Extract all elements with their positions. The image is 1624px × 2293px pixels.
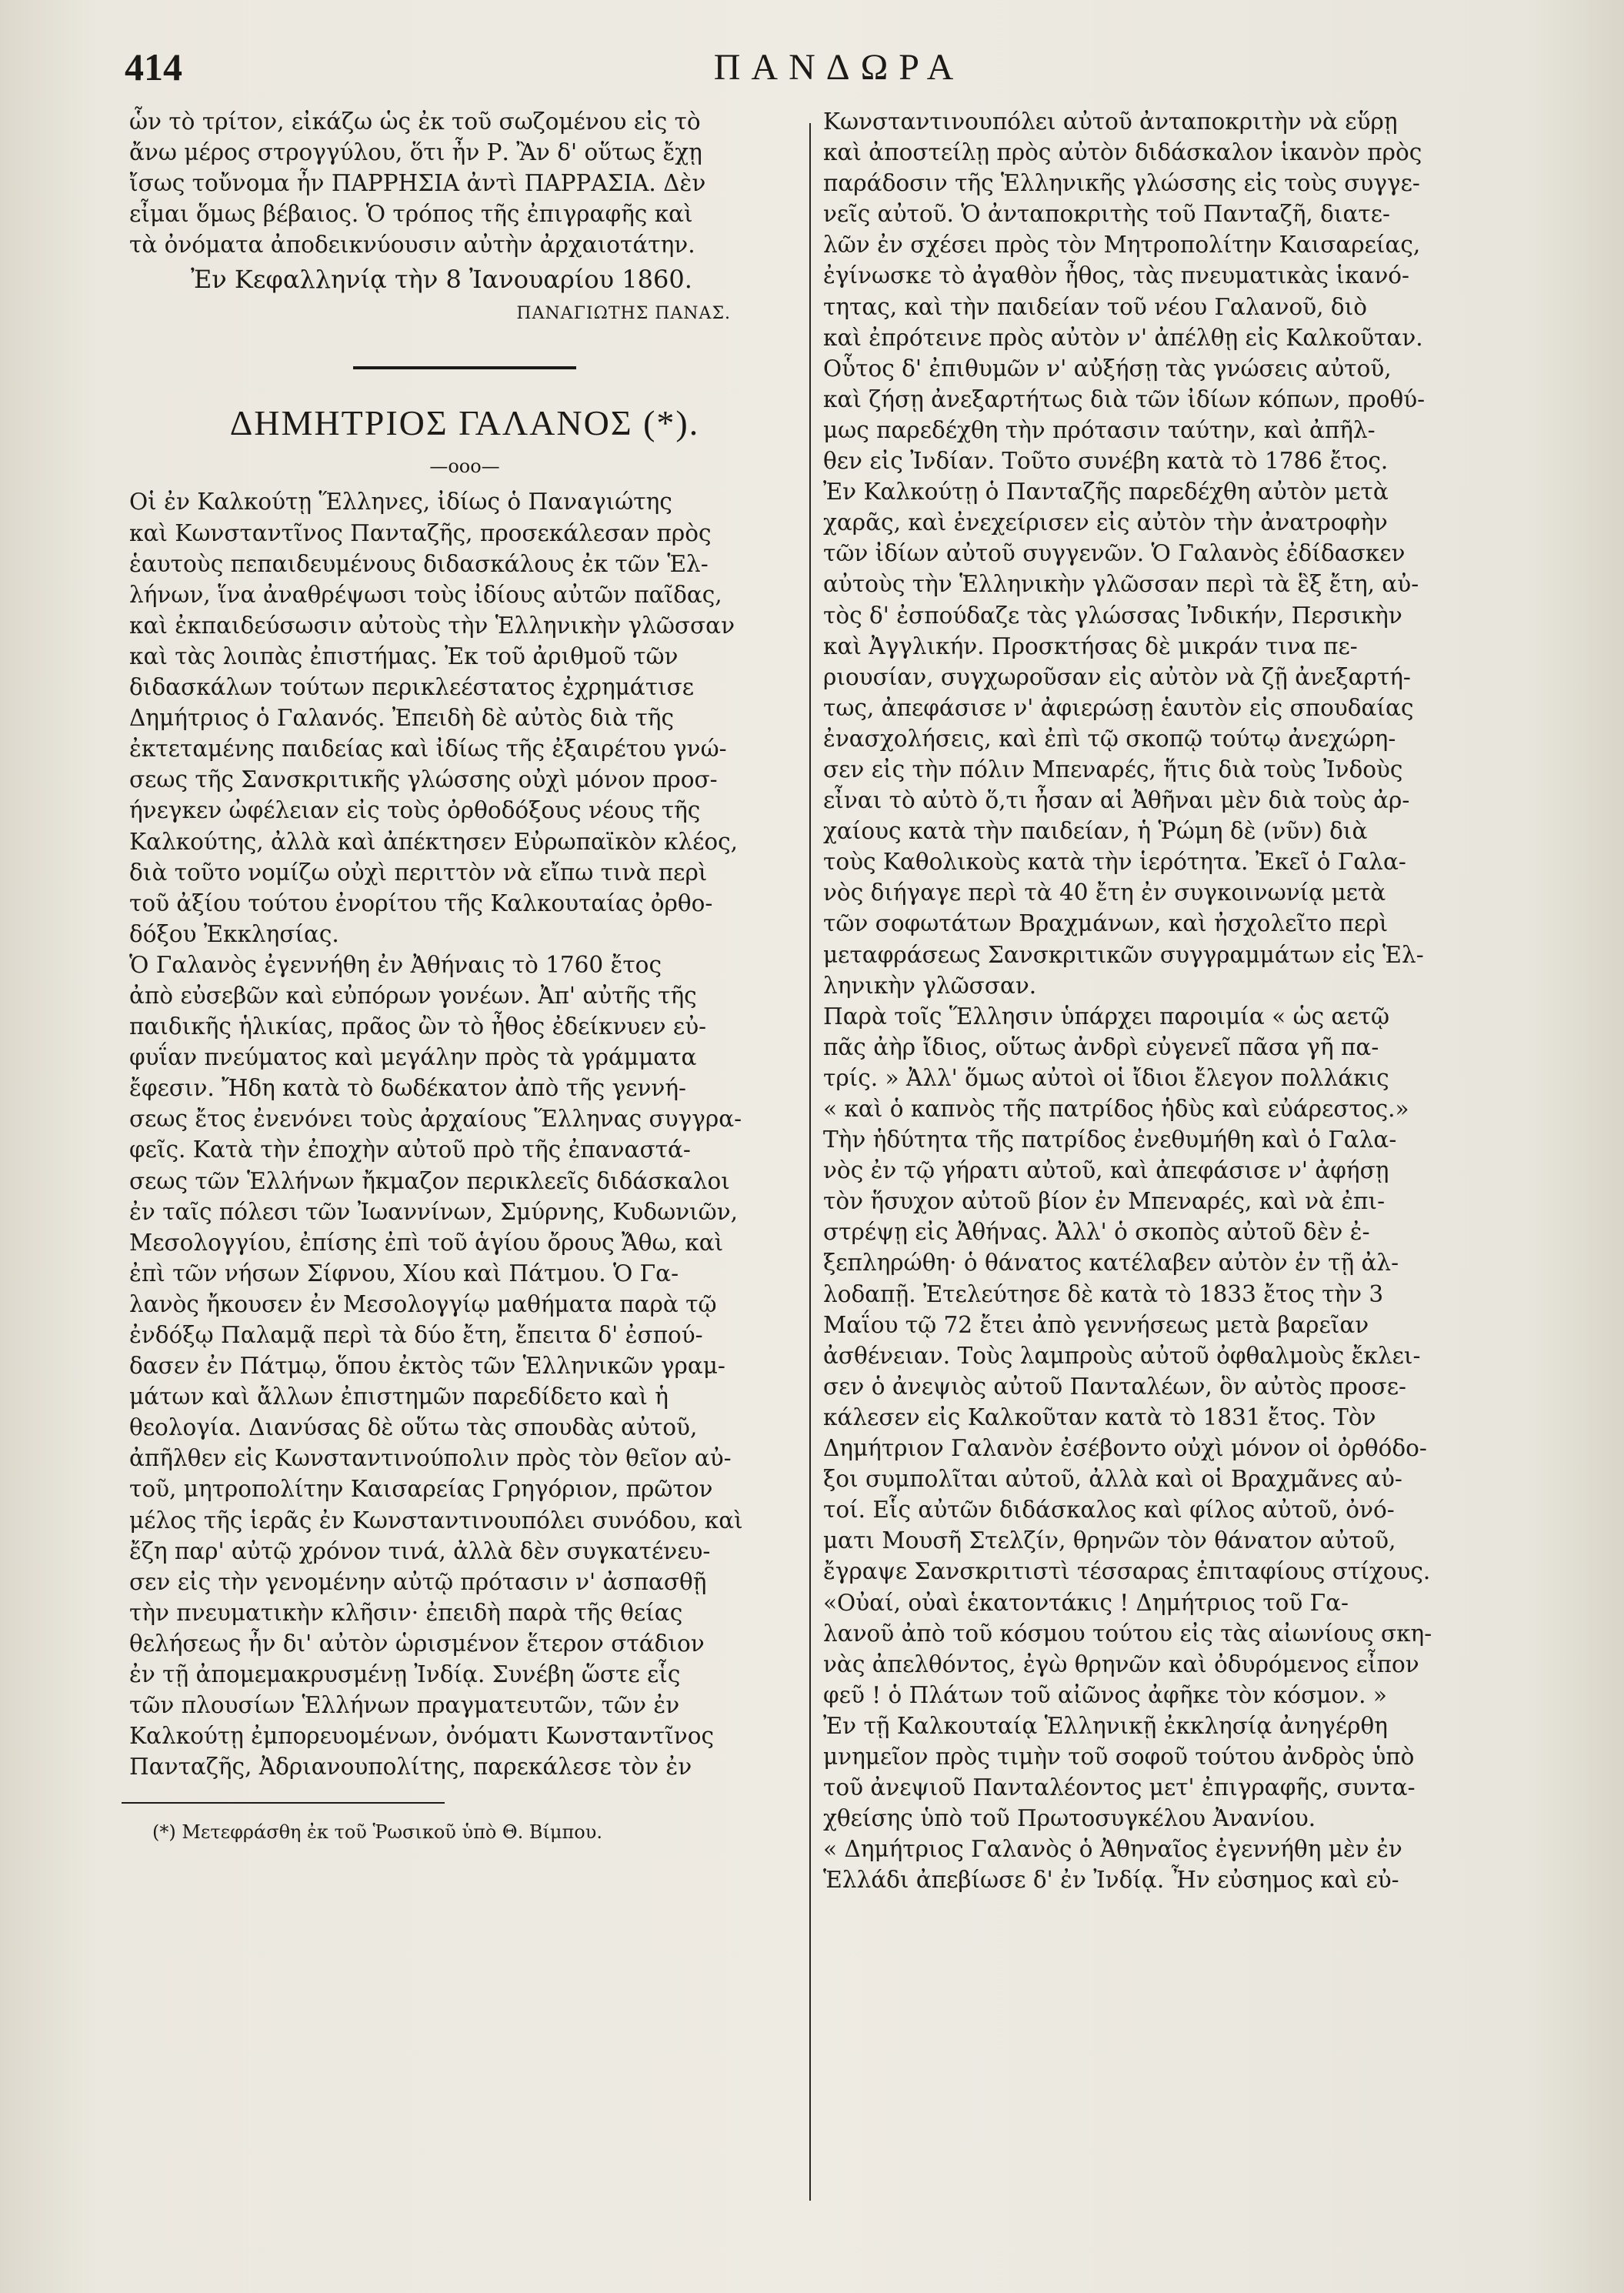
text-line: καὶ ἐκπαιδεύσωσιν αὐτοὺς τὴν Ἑλληνικὴν γλῶσσαν <box>129 612 735 639</box>
text-line: ἑαυτοὺς πεπαιδευμένους διδασκάλους ἐκ τῶν Ἑλ- <box>129 550 709 577</box>
article-title: ΔΗΜΗΤΡΙΟΣ ΓΑΛΑΝΟΣ (*). <box>229 403 700 443</box>
place-date: Ἐν Κεφαλληνίᾳ τὴν 8 Ἰανουαρίου 1860. <box>191 265 692 295</box>
text-line: ξεπληρώθη· ὁ θάνατος κατέλαβεν αὐτὸν ἐν τῇ ἀλ- <box>823 1250 1399 1277</box>
text-line: παράδοσιν τῆς Ἑλληνικῆς γλώσσης εἰς τοὺς συγγε- <box>823 170 1420 197</box>
text-line: «Οὐαί, οὐαὶ ἑκατοντάκις ! Δημήτριος τοῦ Γα- <box>823 1589 1349 1616</box>
text-line: νὸς διήγαγε περὶ τὰ 40 ἔτη ἐν συγκοινωνίᾳ μετὰ <box>823 879 1386 906</box>
text-line: τοῦ ἀξίου τούτου ἐνορίτου τῆς Καλκουταίας ὀρθο- <box>129 889 713 916</box>
text-line: παιδικῆς ἡλικίας, πρᾶος ὢν τὸ ἦθος ἐδείκνυεν εὐ- <box>129 1013 707 1040</box>
text-line: ματι Μουσῆ Στελζίν, θρηνῶν τὸν θάνατον αὐτοῦ, <box>823 1527 1396 1554</box>
text-line: Μαΐου τῷ 72 ἔτει ἀπὸ γεννήσεως μετὰ βαρεῖαν <box>823 1311 1369 1338</box>
text-line: λανοῦ ἀπὸ τοῦ κόσμου τούτου εἰς τὰς αἰωνίους σκη- <box>823 1620 1432 1647</box>
article-body <box>129 486 800 1782</box>
text-line: ἔγραψε Σανσκριτιστὶ τέσσαρας ἐπιταφίους στίχους. <box>823 1558 1431 1585</box>
text-line: θεν εἰς Ἰνδίαν. Τοῦτο συνέβη κατὰ τὸ 1786 ἔτος. <box>823 448 1389 475</box>
text-line: σεν ὁ ἀνεψιὸς αὐτοῦ Πανταλέων, ὃν αὐτὸς προσε- <box>823 1373 1406 1400</box>
text-line: Τὴν ἡδύτητα τῆς πατρίδος ἐνεθυμήθη καὶ ὁ Γαλα- <box>823 1126 1397 1153</box>
text-line: ὧν τὸ τρίτον, εἰκάζω ὡς ἐκ τοῦ σωζομένου εἰς τὸ <box>129 108 701 135</box>
column-divider <box>809 123 811 2201</box>
text-line: εἶναι τὸ αὐτὸ ὅ,τι ἦσαν αἱ Ἀθῆναι μὲν διὰ τοὺς ἀρ- <box>823 787 1410 814</box>
text-line: καὶ ἀποστείλῃ πρὸς αὐτὸν διδάσκαλον ἱκανὸν πρὸς <box>823 139 1422 166</box>
text-line: τως, ἀπεφάσισε ν' ἀφιερώσῃ ἑαυτὸν εἰς σπουδαίας <box>823 694 1414 721</box>
text-line: τῶν σοφωτάτων Βραχμάνων, καὶ ἠσχολεῖτο περὶ <box>823 910 1389 937</box>
text-line: φεῦ ! ὁ Πλάτων τοῦ αἰῶνος ἀφῆκε τὸν κόσμον. » <box>823 1681 1387 1708</box>
text-line: νὸς ἐν τῷ γήρατι αὐτοῦ, καὶ ἀπεφάσισε ν' ἀφήσῃ <box>823 1157 1389 1184</box>
text-line: τῶν πλουσίων Ἑλλήνων πραγματευτῶν, τῶν ἐν <box>129 1692 680 1719</box>
text-line: καὶ Ἀγγλικήν. Προσκτήσας δὲ μικράν τινα πε- <box>823 632 1358 659</box>
left-column <box>129 106 800 1845</box>
text-line: τὸν ἥσυχον αὐτοῦ βίον ἐν Μπεναρές, καὶ νὰ ἐπι- <box>823 1188 1386 1215</box>
text-line: Οὗτος δ' ἐπιθυμῶν ν' αὐξήσῃ τὰς γνώσεις αὐτοῦ, <box>823 355 1392 382</box>
text-line: θελήσεως ἦν δι' αὐτὸν ὡρισμένον ἕτερον στάδιον <box>129 1630 705 1657</box>
text-line: ἐκτεταμένης παιδείας καὶ ἰδίως τῆς ἐξαιρέτου γνώ- <box>129 736 727 763</box>
section-rule <box>353 366 576 369</box>
text-line: ἐγίνωσκε τὸ ἀγαθὸν ἦθος, τὰς πνευματικὰς ἱκανό- <box>823 262 1409 289</box>
text-line: Μεσολογγίου, ἐπίσης ἐπὶ τοῦ ἁγίου ὄρους Ἄθω, καὶ <box>129 1229 724 1256</box>
text-line: τοῦ, μητροπολίτην Καισαρείας Γρηγόριον, πρῶτον <box>129 1476 713 1503</box>
text-line: χθείσης ὑπὸ τοῦ Πρωτοσυγκέλου Ἀνανίου. <box>823 1805 1316 1832</box>
text-line: καὶ ἐπρότεινε πρὸς αὐτὸν ν' ἀπέλθῃ εἰς Καλκοῦταν. <box>823 324 1423 351</box>
text-line: ἐνασχολήσεις, καὶ ἐπὶ τῷ σκοπῷ τούτῳ ἀνεχώρη- <box>823 725 1396 752</box>
text-line: Δημήτριον Γαλανὸν ἐσέβοντο οὐχὶ μόνον οἱ ὀρθόδο- <box>823 1435 1427 1462</box>
text-line: ξοι συμπολῖται αὐτοῦ, ἀλλὰ καὶ οἱ Βραχμᾶνες αὐ- <box>823 1466 1402 1493</box>
text-line: φυΐαν πνεύματος καὶ μεγάλην πρὸς τὰ γράμματα <box>129 1044 697 1071</box>
title-ornament: —ooo— <box>429 456 500 478</box>
text-line: χαρᾶς, καὶ ἐνεχείρισεν εἰς αὐτὸν τὴν ἀνατροφὴν <box>823 509 1388 536</box>
text-line: Παρὰ τοῖς Ἕλλησιν ὑπάρχει παροιμία « ὡς αετῷ <box>823 1003 1390 1030</box>
text-line: εἶμαι ὅμως βέβαιος. Ὁ τρόπος τῆς ἐπιγραφῆς καὶ <box>129 201 693 228</box>
text-line: Κωνσταντινουπόλει αὐτοῦ ἀνταποκριτὴν νὰ εὕρῃ <box>823 108 1398 135</box>
text-line: τοὺς Καθολικοὺς κατὰ τὴν ἱερότητα. Ἐκεῖ ὁ Γαλα- <box>823 849 1406 876</box>
text-line: ἴσως τοὔνομα ἦν ΠΑΡΡΗΣΙΑ ἀντὶ ΠΑΡΡΑΣΙΑ. Δὲν <box>129 170 706 197</box>
text-line: αὐτοὺς τὴν Ἑλληνικὴν γλῶσσαν περὶ τὰ ἓξ ἔτη, αὐ- <box>823 571 1419 598</box>
page-header <box>115 45 1562 98</box>
text-line: καὶ ζήσῃ ἀνεξαρτήτως διὰ τῶν ἰδίων κόπων, προθύ- <box>823 386 1426 412</box>
text-line: μνημεῖον πρὸς τιμὴν τοῦ σοφοῦ τούτου ἀνδρὸς ὑπὸ <box>823 1743 1415 1770</box>
text-line: στρέψῃ εἰς Ἀθήνας. Ἀλλ' ὁ σκοπὸς αὐτοῦ δὲν ἐ- <box>823 1219 1370 1246</box>
footnote: (*) Μετεφράσθη ἐκ τοῦ Ῥωσικοῦ ὑπὸ Θ. Βίμπου. <box>152 1821 602 1844</box>
text-line: χαίους κατὰ τὴν παιδείαν, ἡ Ῥώμη δὲ (νῦν) διὰ <box>823 818 1368 845</box>
text-line: τὸς δ' ἐσπούδαζε τὰς γλώσσας Ἰνδικήν, Περσικὴν <box>823 602 1402 629</box>
text-line: Ὁ Γαλανὸς ἐγεννήθη ἐν Ἀθήναις τὸ 1760 ἔτος <box>129 951 662 978</box>
running-title: ΠΑΝΔΩΡΑ <box>713 47 965 88</box>
text-line: σεν εἰς τὴν γενομένην αὐτῷ πρότασιν ν' ἀσπασθῇ <box>129 1568 707 1595</box>
text-line: ἐν ταῖς πόλεσι τῶν Ἰωαννίνων, Σμύρνης, Κυδωνιῶν, <box>129 1198 739 1225</box>
text-line: νὰς ἀπελθόντος, ἐγὼ θρηνῶν καὶ ὀδυρόμενος εἶπον <box>823 1650 1419 1677</box>
text-line: σεως ἔτος ἐνενόνει τοὺς ἀρχαίους Ἕλληνας συγγρα- <box>129 1106 742 1133</box>
text-line: δασεν ἐν Πάτμῳ, ὅπου ἐκτὸς τῶν Ἑλληνικῶν γραμ- <box>129 1353 725 1380</box>
article-body-continued <box>823 106 1466 1895</box>
text-line: ήνεγκεν ὠφέλειαν εἰς τοὺς ὀρθοδόξους νέους τῆς <box>129 797 701 824</box>
text-line: ἀπὸ εὐσεβῶν καὶ εὐπόρων γονέων. Ἀπ' αὐτῆς τῆς <box>129 982 697 1009</box>
text-line: φεῖς. Κατὰ τὴν ἐποχὴν αὐτοῦ πρὸ τῆς ἐπαναστά- <box>129 1136 691 1163</box>
text-line: καὶ Κωνσταντῖνος Πανταζῆς, προσεκάλεσαν πρὸς <box>129 519 712 546</box>
text-line: Πανταζῆς, Ἀδριανουπολίτης, παρεκάλεσε τὸν ἐν <box>129 1754 692 1781</box>
text-line: « καὶ ὁ καπνὸς τῆς πατρίδος ἡδὺς καὶ εὐάρεστος.» <box>823 1096 1409 1122</box>
text-line: λοδαπῇ. Ἐτελεύτησε δὲ κατὰ τὸ 1833 ἔτος τὴν 3 <box>823 1280 1384 1307</box>
text-line: τὴν πνευματικὴν κλῆσιν· ἐπειδὴ παρὰ τῆς θείας <box>129 1599 683 1626</box>
text-line: ἄνω μέρος στρογγύλου, ὅτι ἦν Ρ. Ἂν δ' οὕτως ἔχῃ <box>129 139 702 166</box>
text-line: δόξου Ἐκκλησίας. <box>129 920 339 947</box>
text-line: ἔζη παρ' αὐτῷ χρόνον τινά, ἀλλὰ δὲν συγκατένευ- <box>129 1537 711 1564</box>
intro-paragraph <box>129 106 800 260</box>
text-line: Καλκούτῃ ἐμπορευομένων, ὀνόματι Κωνσταντῖνος <box>129 1723 715 1750</box>
text-line: ἐν τῇ ἀπομεμακρυσμένῃ Ἰνδίᾳ. Συνέβη ὥστε εἷς <box>129 1661 681 1688</box>
text-line: πᾶς ἀὴρ ἴδιος, οὕτως ἀνδρὶ εὐγενεῖ πᾶσα γῆ πα- <box>823 1033 1379 1060</box>
text-line: μεταφράσεως Σανσκριτικῶν συγγραμμάτων εἰς Ἑλ- <box>823 941 1424 968</box>
text-line: διδασκάλων τούτων περικλεέστατος ἐχρημάτισε <box>129 674 695 701</box>
text-line: καὶ τὰς λοιπὰς ἐπιστήμας. Ἐκ τοῦ ἀριθμοῦ τῶν <box>129 643 679 669</box>
text-line: σεν εἰς τὴν πόλιν Μπεναρές, ἥτις διὰ τοὺς Ἰνδοὺς <box>823 756 1403 783</box>
text-line: μέλος τῆς ἱερᾶς ἐν Κωνσταντινουπόλει συνόδου, καὶ <box>129 1507 743 1534</box>
text-line: λανὸς ἤκουσεν ἐν Μεσολογγίῳ μαθήματα παρὰ τῷ <box>129 1290 717 1317</box>
text-line: Δημήτριος ὁ Γαλανός. Ἐπειδὴ δὲ αὐτὸς διὰ τῆς <box>129 705 674 732</box>
text-line: τὰ ὀνόματα ἀποδεικνύουσιν αὐτὴν ἀρχαιοτάτην. <box>129 232 695 259</box>
footnote-rule <box>122 1802 445 1804</box>
text-line: μάτων καὶ ἄλλων ἐπιστημῶν παρεδίδετο καὶ ἡ <box>129 1383 669 1410</box>
text-line: θεολογία. Διανύσας δὲ οὕτω τὰς σπουδὰς αὐτοῦ, <box>129 1414 698 1441</box>
text-line: Ἑλλάδι ἀπεβίωσε δ' ἐν Ἰνδίᾳ. Ἦν εὐσημος καὶ εὐ- <box>823 1867 1399 1894</box>
text-line: ἀπῆλθεν εἰς Κωνσταντινούπολιν πρὸς τὸν θεῖον αὐ- <box>129 1445 732 1472</box>
text-line: ριουσίαν, συγχωροῦσαν εἰς αὐτὸν νὰ ζῇ ἀνεξαρτή- <box>823 663 1411 690</box>
text-line: τῶν ἰδίων αὐτοῦ συγγενῶν. Ὁ Γαλανὸς ἐδίδασκεν <box>823 540 1406 567</box>
text-line: κάλεσεν εἰς Καλκοῦταν κατὰ τὸ 1831 ἔτος. Τὸν <box>823 1404 1376 1430</box>
text-line: λήνων, ἵνα ἀναθρέψωσι τοὺς ἰδίους αὐτῶν παῖδας, <box>129 581 722 608</box>
text-line: τοῦ ἀνεψιοῦ Πανταλέοντος μετ' ἐπιγραφῆς, συντα- <box>823 1774 1416 1801</box>
text-line: λῶν ἐν σχέσει πρὸς τὸν Μητροπολίτην Καισαρείας, <box>823 232 1421 259</box>
text-line: Ἐν Καλκούτῃ ὁ Πανταζῆς παρεδέχθη αὐτὸν μετὰ <box>823 479 1389 506</box>
text-line: ἔφεσιν. Ἤδη κατὰ τὸ δωδέκατον ἀπὸ τῆς γεννή- <box>129 1075 686 1102</box>
page-number: 414 <box>125 45 182 88</box>
text-line: Καλκούτης, ἀλλὰ καὶ ἀπέκτησεν Εὐρωπαϊκὸν κλέος, <box>129 828 739 855</box>
text-line: ληνικὴν γλῶσσαν. <box>823 972 1037 999</box>
right-column <box>823 106 1466 1895</box>
text-line: Οἱ ἐν Καλκούτῃ Ἕλληνες, ἰδίως ὁ Παναγιώτης <box>129 489 672 516</box>
text-line: σεως τῶν Ἑλλήνων ἤκμαζον περικλεεῖς διδάσκαλοι <box>129 1167 730 1194</box>
text-line: ἀσθένειαν. Τοὺς λαμπροὺς αὐτοῦ ὀφθαλμοὺς ἔκλει- <box>823 1342 1421 1369</box>
text-line: τρίς. » Ἀλλ' ὅμως αὐτοὶ οἱ ἴδιοι ἔλεγον πολλάκις <box>823 1064 1389 1091</box>
text-line: τοί. Εἷς αὐτῶν διδάσκαλος καὶ φίλος αὐτοῦ, ὀνό- <box>823 1497 1395 1524</box>
text-line: Ἐν τῇ Καλκουταίᾳ Ἑλληνικῇ ἐκκλησίᾳ ἀνηγέρθη <box>823 1712 1388 1739</box>
text-line: μως παρεδέχθη τὴν πρότασιν ταύτην, καὶ ἀπῆλ- <box>823 416 1376 443</box>
text-line: ἐπὶ τῶν νήσων Σίφνου, Χίου καὶ Πάτμου. Ὁ Γα- <box>129 1260 679 1287</box>
text-line: σεως τῆς Σανσκριτικῆς γλώσσης οὐχὶ μόνον προσ- <box>129 766 718 793</box>
text-line: ἐνδόξῳ Παλαμᾷ περὶ τὰ δύο ἔτη, ἔπειτα δ' ἐσπού- <box>129 1322 703 1348</box>
text-line: τητας, καὶ τὴν παιδείαν τοῦ νέου Γαλανοῦ, διὸ <box>823 293 1367 320</box>
text-line: « Δημήτριος Γαλανὸς ὁ Ἀθηναῖος ἐγεννήθη μὲν ἐν <box>823 1836 1402 1863</box>
author-signature: ΠΑΝΑΓΙΩΤΗΣ ΠΑΝΑΣ. <box>516 304 731 324</box>
text-line: νεῖς αὐτοῦ. Ὁ ἀνταποκριτὴς τοῦ Πανταζῆ, διατε- <box>823 201 1390 228</box>
text-line: διὰ τοῦτο νομίζω οὐχὶ περιττὸν νὰ εἴπω τινὰ περὶ <box>129 859 708 886</box>
